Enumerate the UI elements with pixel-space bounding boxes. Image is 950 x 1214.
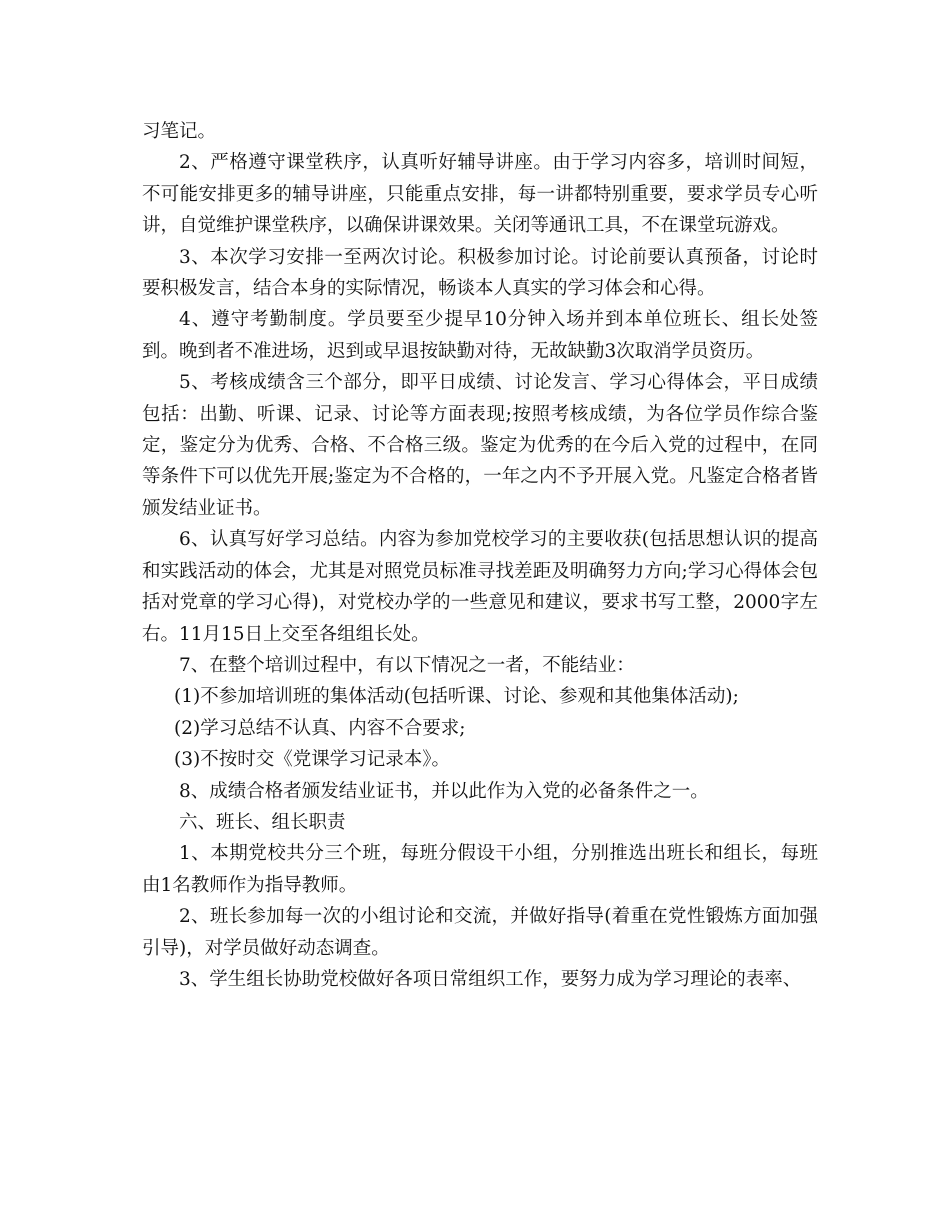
paragraph-rule-8: 8、成绩合格者颁发结业证书，并以此作为入党的必备条件之一。: [179, 780, 709, 802]
paragraph-duty-2: 2、班长参加每一次的小组讨论和交流，并做好指导(着重在党性锻炼方面加强引导)，对学员做好动态调查。: [142, 906, 818, 959]
paragraph-rule-5: 5、考核成绩含三个部分，即平日成绩、讨论发言、学习心得体会，平日成绩包括：出勤、听课、记录、讨论等方面表现;按照考核成绩，为各位学员作综合鉴定，鉴定分为优秀、合格、不合格三级。鉴定为优秀的在今后入党的过程中，在同等条件下可以优先开展;鉴定为不合格的，一年之内不予开展入党。凡鉴定合格者皆颁发结业证书。: [142, 372, 818, 519]
paragraph-continuation: 习笔记。: [142, 121, 217, 142]
paragraph-rule-6: 6、认真写好学习总结。内容为参加党校学习的主要收获(包括思想认识的提高和实践活动的体会，尤其是对照党员标准寻找差距及明确努力方向;学习心得体会包括对党章的学习心得)，对党校办学的一些意见和建议，要求书写工整，2000字左右。11月15日上交至各组组长处。: [142, 529, 818, 645]
paragraph-rule-3: 3、本次学习安排一至两次讨论。积极参加讨论。讨论前要认真预备，讨论时要积极发言，结合本身的实际情况，畅谈本人真实的学习体会和心得。: [142, 246, 818, 300]
list-item-condition-1: (1)不参加培训班的集体活动(包括听课、讨论、参观和其他集体活动);: [174, 686, 739, 708]
document-body: [142, 116, 818, 995]
list-item-condition-2: (2)学习总结不认真、内容不合要求;: [174, 717, 466, 739]
paragraph-rule-4: 4、遵守考勤制度。学员要至少提早10分钟入场并到本单位班长、组长处签到。晚到者不准进场，迟到或早退按缺勤对待，无故缺勤3次取消学员资历。: [142, 309, 818, 362]
paragraph-rule-2: 2、严格遵守课堂秩序，认真听好辅导讲座。由于学习内容多，培训时间短，不可能安排更多的辅导讲座，只能重点安排，每一讲都特别重要，要求学员专心听讲，自觉维护课堂秩序，以确保讲课效果。关闭等通讯工具，不在课堂玩游戏。: [142, 152, 818, 237]
paragraph-duty-3: 3、学生组长协助党校做好各项日常组织工作，要努力成为学习理论的表率、: [179, 968, 802, 990]
section-heading: 六、班长、组长职责: [179, 811, 346, 833]
paragraph-rule-7: 7、在整个培训过程中，有以下情况之一者，不能结业：: [179, 654, 635, 676]
paragraph-duty-1: 1、本期党校共分三个班，每班分假设干小组，分别推选出班长和组长，每班由1名教师作为指导教师。: [142, 843, 818, 896]
list-item-condition-3: (3)不按时交《党课学习记录本》。: [174, 749, 450, 771]
